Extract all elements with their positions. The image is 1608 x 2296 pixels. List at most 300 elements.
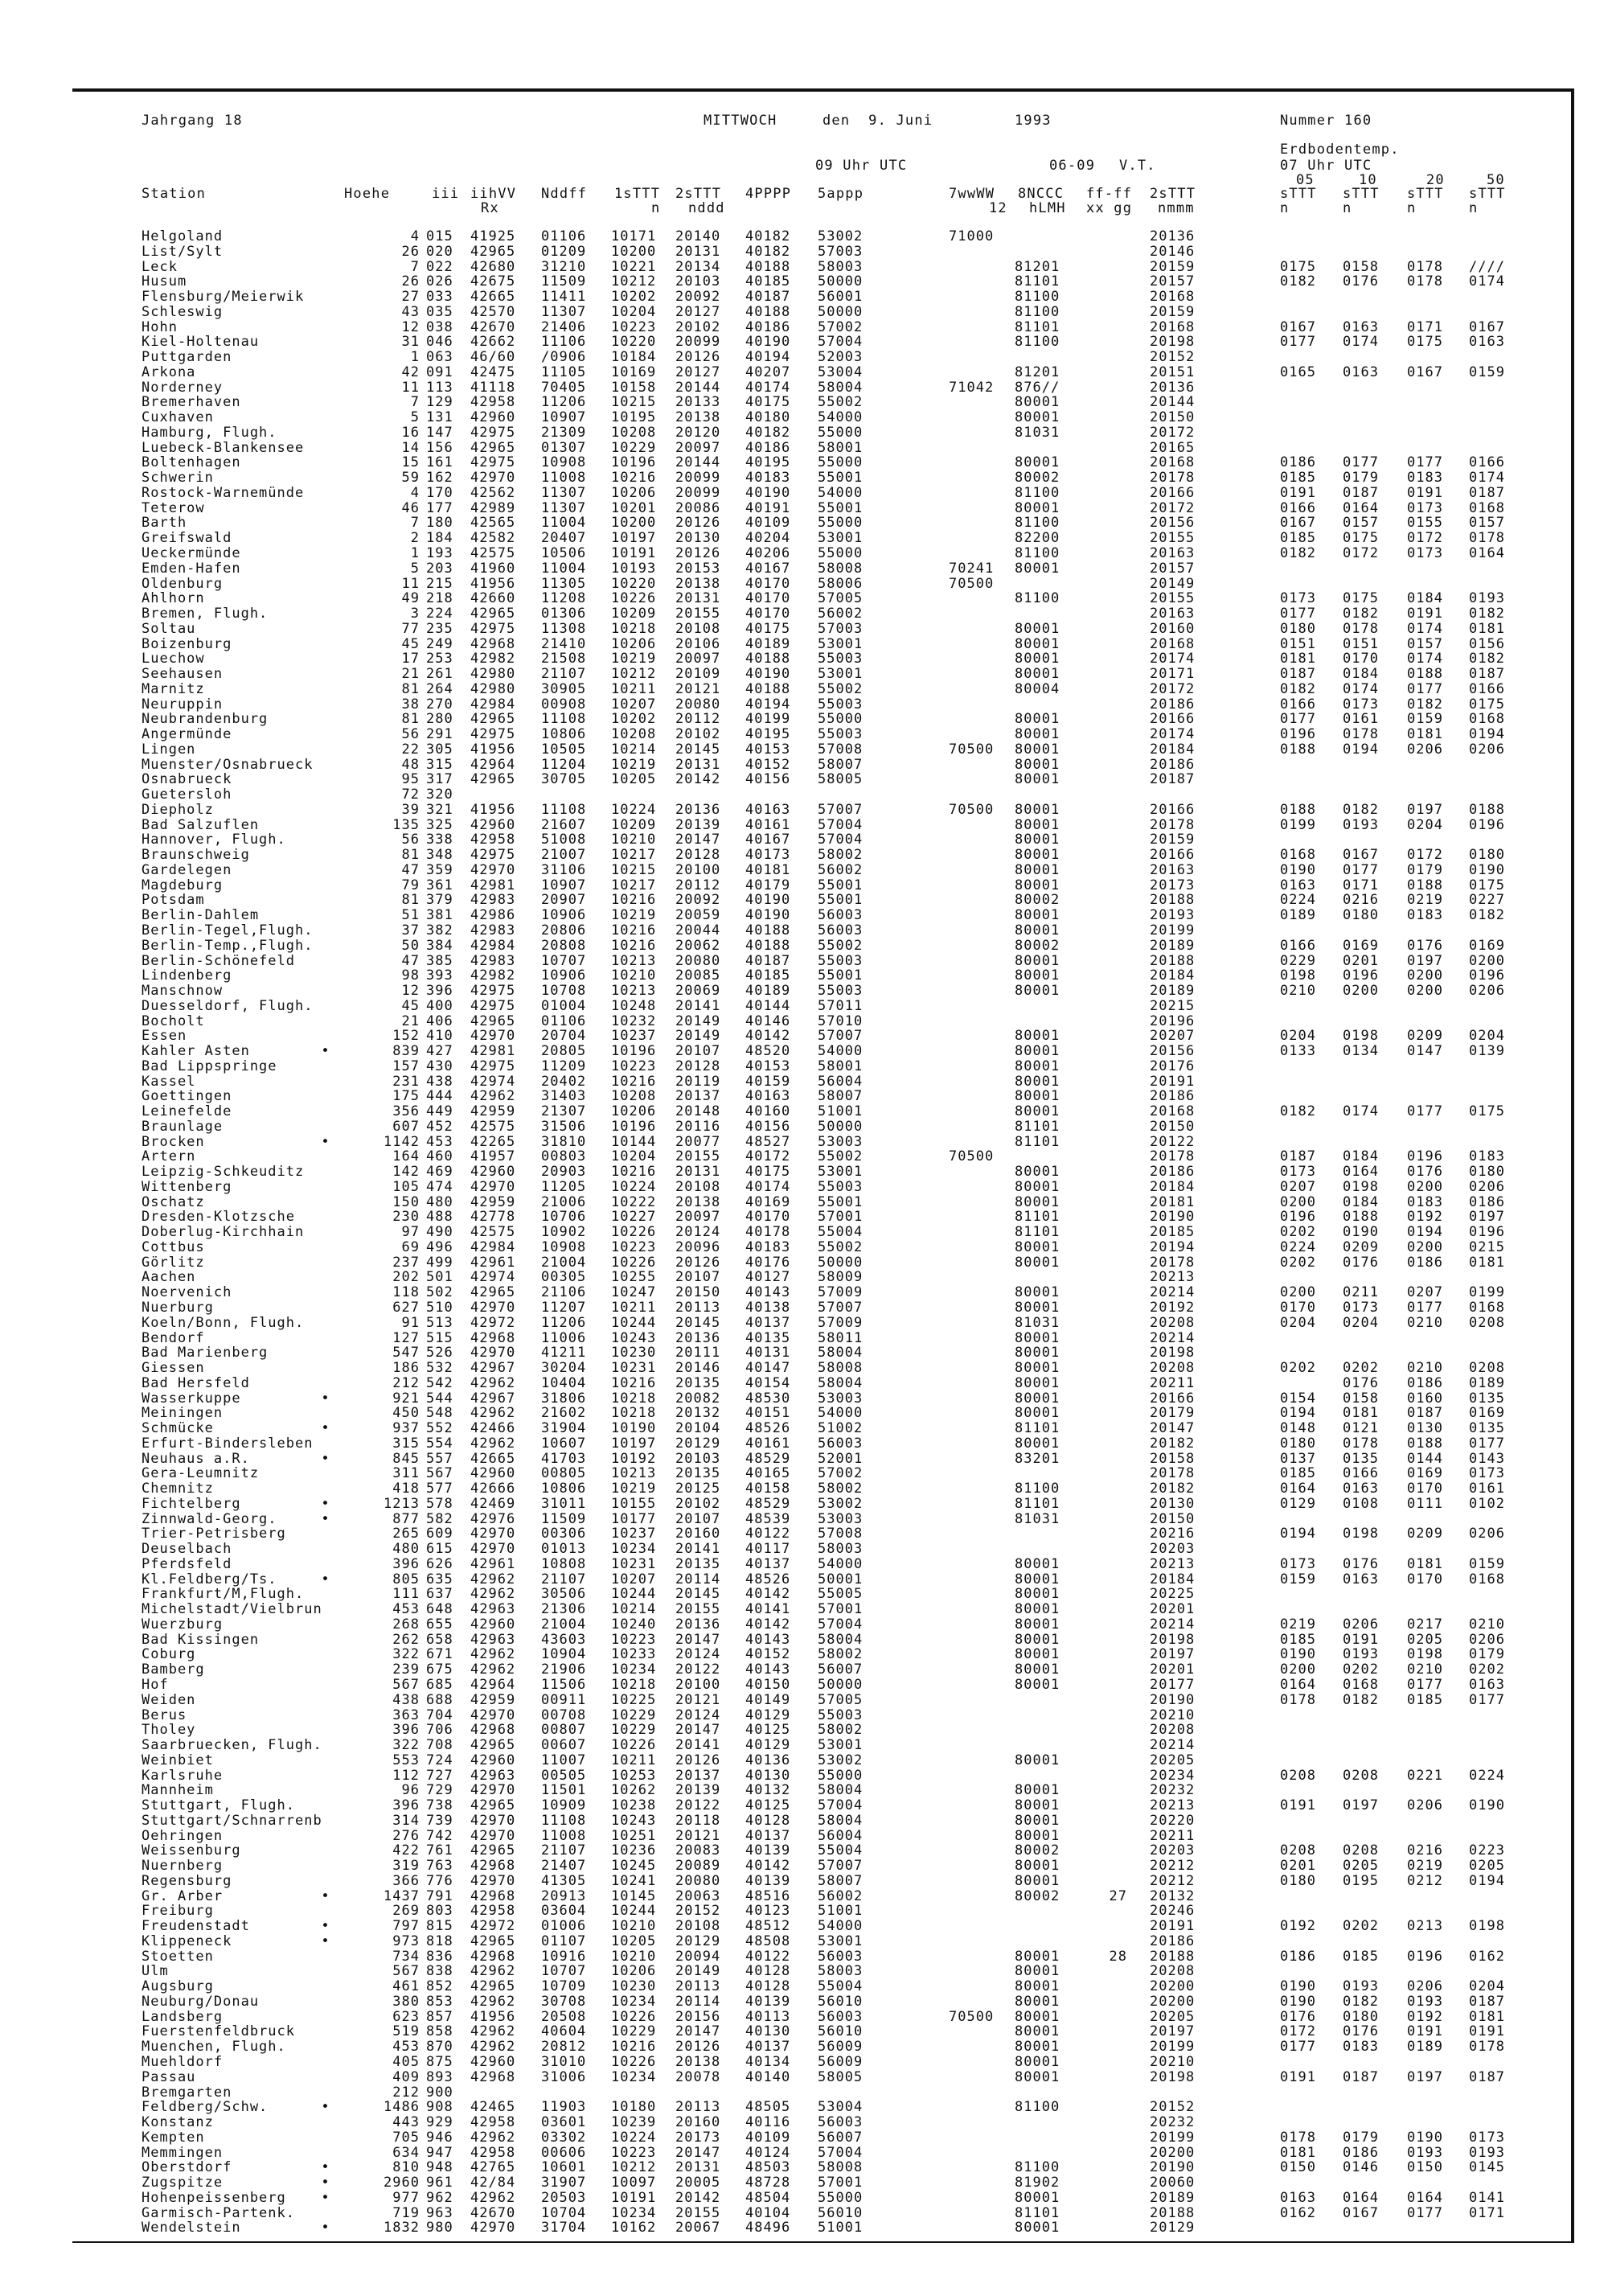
table-row	[0, 2086, 1608, 2100]
group-iihvv: 41957	[470, 1148, 516, 1165]
station-index: 113	[426, 379, 453, 396]
group-8nccc: 81100	[1015, 303, 1060, 320]
soil-temp-05: 0164	[1280, 1677, 1316, 1693]
group-4pppp: 40122	[745, 1526, 791, 1542]
group-2sttt-vt: 20155	[1150, 590, 1196, 607]
group-4pppp: 40176	[745, 1254, 791, 1271]
group-iihvv: 42963	[470, 1767, 516, 1784]
station-index: 177	[426, 499, 453, 516]
group-iihvv: 42965	[470, 771, 516, 788]
table-row	[0, 335, 1608, 349]
group-8nccc: 80001	[1015, 2054, 1060, 2070]
station-index: 675	[426, 1661, 453, 1678]
table-row	[0, 351, 1608, 364]
group-4pppp: 48503	[745, 2159, 791, 2176]
group-2sttt-vt: 20168	[1150, 1103, 1196, 1120]
station-index: 488	[426, 1209, 453, 1226]
group-1sttt: 10244	[611, 1314, 657, 1331]
group-1sttt: 10237	[611, 1526, 657, 1542]
station-name: Dresden-Klotzsche	[142, 1209, 295, 1226]
group-nddff: 21607	[541, 816, 587, 833]
header-iihvv: iihVV	[470, 186, 517, 202]
group-2sttt: 20153	[675, 560, 721, 577]
group-5appp: 57002	[818, 1465, 863, 1482]
table-row	[0, 2025, 1608, 2039]
station-height: 16	[401, 424, 420, 441]
group-nddff: 10707	[541, 952, 587, 969]
station-name: Schmücke	[142, 1420, 214, 1436]
group-2sttt: 20096	[675, 1238, 721, 1255]
soil-temp-05: 0166	[1280, 499, 1316, 516]
table-row	[0, 1392, 1608, 1406]
group-1sttt: 10218	[611, 1405, 657, 1422]
table-row	[0, 1238, 1608, 1255]
station-name: Brocken	[142, 1133, 205, 1150]
station-height: 230	[392, 1209, 420, 1226]
group-8nccc: 80001	[1015, 409, 1060, 426]
station-name: Gr. Arber	[142, 1887, 224, 1904]
station-height: 363	[392, 1707, 420, 1723]
station-index: 427	[426, 1043, 453, 1059]
group-5appp: 51002	[818, 1420, 863, 1436]
group-1sttt: 10208	[611, 424, 657, 441]
group-5appp: 57001	[818, 2175, 863, 2191]
group-2sttt-vt: 20172	[1150, 680, 1196, 697]
group-8nccc: 80001	[1015, 1827, 1060, 1844]
header-2sttt-vt: 2sTTT	[1150, 186, 1196, 202]
group-8nccc: 81100	[1015, 2099, 1060, 2116]
soil-temp-50: 0199	[1469, 1284, 1505, 1301]
station-index: 305	[426, 741, 453, 758]
group-2sttt: 20099	[675, 470, 721, 487]
group-iihvv: 42962	[470, 2129, 516, 2146]
table-row	[0, 1995, 1608, 2009]
group-iihvv: 42475	[470, 363, 516, 380]
table-row	[0, 1965, 1608, 1978]
station-height: 21	[401, 666, 420, 682]
station-index: 815	[426, 1918, 453, 1935]
group-4pppp: 40130	[745, 1767, 791, 1784]
soil-temp-20: 0200	[1407, 983, 1443, 999]
group-iihvv: 42974	[470, 1073, 516, 1090]
group-nddff: 10909	[541, 1797, 587, 1813]
table-row	[0, 396, 1608, 409]
soil-temp-50: 0223	[1469, 1842, 1505, 1859]
station-height: 450	[392, 1405, 420, 1422]
station-height: 81	[401, 680, 420, 697]
group-1sttt: 10169	[611, 363, 657, 380]
soil-temp-50: 0163	[1469, 1677, 1505, 1693]
group-2sttt: 20080	[675, 696, 721, 713]
station-name: Luechow	[142, 651, 205, 667]
group-8nccc: 81101	[1015, 1133, 1060, 1150]
table-row	[0, 1663, 1608, 1677]
soil-temp-10: 0198	[1343, 1028, 1379, 1045]
table-row	[0, 484, 1608, 501]
group-4pppp: 40169	[745, 1193, 791, 1210]
group-5appp: 57003	[818, 243, 863, 260]
group-2sttt-vt: 20168	[1150, 454, 1196, 471]
station-index: 948	[426, 2159, 453, 2176]
group-4pppp: 40143	[745, 1631, 791, 1648]
group-nddff: 21906	[541, 1661, 587, 1678]
soil-temp-10: 0193	[1343, 1978, 1379, 1995]
soil-temp-20: 0189	[1407, 2039, 1443, 2056]
soil-temp-05: 0173	[1280, 1555, 1316, 1572]
soil-temp-20: 0159	[1407, 711, 1443, 728]
group-4pppp: 40130	[745, 2023, 791, 2040]
group-iihvv: 42960	[470, 1465, 516, 1482]
station-name: Wuerzburg	[142, 1616, 224, 1633]
group-5appp: 58008	[818, 560, 863, 577]
group-1sttt: 10241	[611, 1872, 657, 1889]
group-nddff: 21406	[541, 318, 587, 335]
group-8nccc: 80001	[1015, 1646, 1060, 1663]
group-5appp: 55004	[818, 1842, 863, 1859]
station-index: 552	[426, 1420, 453, 1436]
group-4pppp: 40137	[745, 1827, 791, 1844]
group-8nccc: 81031	[1015, 1314, 1060, 1331]
station-name: Braunlage	[142, 1118, 224, 1135]
soil-temp-50: 0164	[1469, 545, 1505, 561]
group-4pppp: 48530	[745, 1390, 791, 1407]
station-height: 50	[401, 937, 420, 954]
group-2sttt: 20129	[675, 1435, 721, 1452]
soil-temp-10: 0164	[1343, 1164, 1379, 1181]
group-nddff: 10907	[541, 877, 587, 893]
group-4pppp: 40128	[745, 1978, 791, 1995]
table-row	[0, 2146, 1608, 2160]
table-row	[0, 456, 1608, 470]
station-height: 262	[392, 1631, 420, 1648]
group-2sttt: 20122	[675, 1661, 721, 1678]
group-nddff: 10808	[541, 1555, 587, 1572]
station-name: Feldberg/Schw.	[142, 2099, 269, 2116]
soil-temp-05: 0224	[1280, 1238, 1316, 1255]
soil-temp-05: 0190	[1280, 1978, 1316, 1995]
group-iihvv: 42970	[470, 1028, 516, 1045]
soil-temp-05: 0188	[1280, 741, 1316, 758]
station-name: Leinefelde	[142, 1103, 232, 1120]
station-index: 215	[426, 575, 453, 592]
table-row	[0, 635, 1608, 652]
station-index: 946	[426, 2129, 453, 2146]
soil-temp-10: 0163	[1343, 1571, 1379, 1587]
group-7wwww: 70500	[949, 801, 995, 818]
soil-temp-50: 0143	[1469, 1450, 1505, 1467]
group-1sttt: 10212	[611, 666, 657, 682]
station-index: 567	[426, 1465, 453, 1482]
soil-temp-10: 0193	[1343, 816, 1379, 833]
group-iihvv: 41956	[470, 801, 516, 818]
soil-temp-10: 0167	[1343, 847, 1379, 864]
group-iihvv: 42960	[470, 409, 516, 426]
group-iihvv: 42965	[470, 711, 516, 728]
station-index: 359	[426, 861, 453, 878]
soil-temp-20: 0184	[1407, 590, 1443, 607]
station-index: 557	[426, 1450, 453, 1467]
group-nddff: 10506	[541, 545, 587, 561]
group-8nccc: 80001	[1015, 1812, 1060, 1829]
soil-temp-05: 0199	[1280, 816, 1316, 833]
group-2sttt: 20145	[675, 1586, 721, 1603]
group-1sttt: 10177	[611, 1510, 657, 1527]
soil-temp-05: 0202	[1280, 1360, 1316, 1376]
soil-temp-50: 0159	[1469, 363, 1505, 380]
group-nddff: 00803	[541, 1148, 587, 1165]
station-height: 11	[401, 379, 420, 396]
group-4pppp: 40122	[745, 1948, 791, 1965]
soil-temp-20: 0186	[1407, 1254, 1443, 1271]
soil-temp-05: 0177	[1280, 2039, 1316, 2056]
station-name: Oldenburg	[142, 575, 224, 592]
group-nddff: 10908	[541, 1238, 587, 1255]
table-row	[0, 833, 1608, 847]
group-iihvv: 42984	[470, 1238, 516, 1255]
group-1sttt: 10223	[611, 318, 657, 335]
station-name: Luebeck-Blankensee	[142, 439, 305, 456]
table-row	[0, 411, 1608, 425]
group-1sttt: 10212	[611, 273, 657, 290]
soil-temp-50: 0206	[1469, 741, 1505, 758]
group-4pppp: 48508	[745, 1933, 791, 1949]
group-2sttt-vt: 20232	[1150, 1782, 1196, 1799]
station-name: Marnitz	[142, 680, 205, 697]
group-iihvv: 42/84	[470, 2175, 516, 2191]
group-4pppp: 40204	[745, 530, 791, 547]
group-2sttt: 20094	[675, 1948, 721, 1965]
group-5appp: 55000	[818, 454, 863, 471]
station-height: 380	[392, 1993, 420, 2010]
station-index: 184	[426, 530, 453, 547]
station-height: 4	[410, 484, 420, 501]
group-1sttt: 10244	[611, 1586, 657, 1603]
soil-temp-05: 0204	[1280, 1314, 1316, 1331]
soil-temp-50: 0180	[1469, 1164, 1505, 1181]
mountain-marker: •	[321, 2220, 330, 2236]
station-name: Essen	[142, 1028, 187, 1045]
soil-temp-20: 0173	[1407, 545, 1443, 561]
group-8nccc: 81101	[1015, 318, 1060, 335]
station-index: 170	[426, 484, 453, 501]
station-height: 1832	[384, 2220, 420, 2236]
soil-temp-10: 0216	[1343, 892, 1379, 909]
soil-temp-05: 0150	[1280, 2159, 1316, 2176]
group-nddff: 21006	[541, 1193, 587, 1210]
group-4pppp: 40151	[745, 1405, 791, 1422]
group-nddff: 11207	[541, 1300, 587, 1316]
group-4pppp: 40139	[745, 1842, 791, 1859]
group-4pppp: 40199	[745, 711, 791, 728]
group-4pppp: 40206	[745, 545, 791, 561]
soil-temp-50: 0174	[1469, 273, 1505, 290]
group-1sttt: 10216	[611, 1374, 657, 1391]
group-2sttt-vt: 20214	[1150, 1329, 1196, 1346]
station-index: 038	[426, 318, 453, 335]
group-nddff: 11008	[541, 1827, 587, 1844]
soil-temp-05: 0190	[1280, 861, 1316, 878]
group-iihvv: 42965	[470, 1797, 516, 1813]
group-2sttt: 20080	[675, 952, 721, 969]
soil-temp-05: 0148	[1280, 1420, 1316, 1436]
station-name: Hannover, Flugh.	[142, 832, 286, 848]
station-height: 265	[392, 1526, 420, 1542]
group-8nccc: 80001	[1015, 1435, 1060, 1452]
group-5appp: 57004	[818, 1616, 863, 1633]
group-8nccc: 81100	[1015, 2159, 1060, 2176]
group-5appp: 55003	[818, 1178, 863, 1195]
station-height: 405	[392, 2054, 420, 2070]
soil-temp-50: 0175	[1469, 877, 1505, 893]
header-sttt-50-sub: n	[1469, 200, 1479, 216]
group-2sttt: 20078	[675, 2068, 721, 2085]
group-5appp: 53002	[818, 228, 863, 244]
station-index: 449	[426, 1103, 453, 1120]
group-2sttt-vt: 20150	[1150, 409, 1196, 426]
soil-temp-05: 0201	[1280, 1858, 1316, 1875]
table-row	[0, 1691, 1608, 1708]
soil-temp-10: 0183	[1343, 2039, 1379, 2056]
soil-temp-50: 0181	[1469, 1254, 1505, 1271]
group-iihvv: 42961	[470, 1254, 516, 1271]
group-4pppp: 40137	[745, 1314, 791, 1331]
group-2sttt: 20144	[675, 379, 721, 396]
group-nddff: 31704	[541, 2220, 587, 2236]
group-nddff: 20907	[541, 892, 587, 909]
group-8nccc: 80002	[1015, 470, 1060, 487]
group-iihvv: 42962	[470, 2189, 516, 2206]
soil-temp-20: 0177	[1407, 1103, 1443, 1120]
group-5appp: 55000	[818, 545, 863, 561]
soil-temp-05: 0176	[1280, 2008, 1316, 2025]
group-1sttt: 10206	[611, 1103, 657, 1120]
station-name: Ueckermünde	[142, 545, 241, 561]
station-height: 27	[401, 289, 420, 305]
group-4pppp: 40144	[745, 997, 791, 1014]
group-2sttt-vt: 20208	[1150, 1722, 1196, 1739]
station-index: 046	[426, 334, 453, 351]
station-name: Seehausen	[142, 666, 224, 682]
soil-temp-20: 0219	[1407, 1858, 1443, 1875]
group-2sttt-vt: 20182	[1150, 1435, 1196, 1452]
group-1sttt: 10195	[611, 409, 657, 426]
station-name: Saarbruecken, Flugh.	[142, 1737, 322, 1753]
group-nddff: 10806	[541, 726, 587, 743]
group-iihvv: 42962	[470, 1993, 516, 2010]
station-name: Oberstdorf	[142, 2159, 232, 2176]
group-8nccc: 80001	[1015, 1390, 1060, 1407]
station-index: 532	[426, 1360, 453, 1376]
group-1sttt: 10245	[611, 1858, 657, 1875]
header-sttt-20: sTTT	[1407, 186, 1444, 202]
station-height: 553	[392, 1752, 420, 1768]
group-5appp: 55000	[818, 1767, 863, 1784]
group-5appp: 56004	[818, 1827, 863, 1844]
group-nddff: 20704	[541, 1028, 587, 1045]
group-2sttt: 20148	[675, 1103, 721, 1120]
station-name: Berus	[142, 1707, 187, 1723]
group-iihvv: 42963	[470, 1601, 516, 1618]
group-8nccc: 80001	[1015, 1164, 1060, 1181]
station-name: Landsberg	[142, 2008, 224, 2025]
station-height: 77	[401, 620, 420, 637]
table-row	[0, 1346, 1608, 1360]
station-name: Memmingen	[142, 2144, 224, 2161]
soil-temp-10: 0195	[1343, 1872, 1379, 1889]
group-5appp: 58008	[818, 1360, 863, 1376]
group-2sttt: 20099	[675, 484, 721, 501]
group-8nccc: 80001	[1015, 1978, 1060, 1995]
soil-temp-05: 0224	[1280, 892, 1316, 909]
group-5appp: 58004	[818, 1631, 863, 1648]
group-4pppp: 40142	[745, 1858, 791, 1875]
station-name: Passau	[142, 2068, 196, 2085]
group-1sttt: 10207	[611, 1571, 657, 1587]
group-nddff: 00606	[541, 2144, 587, 2161]
group-4pppp: 40159	[745, 1073, 791, 1090]
group-4pppp: 40147	[745, 1360, 791, 1376]
soil-temp-05: 0181	[1280, 651, 1316, 667]
group-iihvv: 42665	[470, 1450, 516, 1467]
soil-temp-20: 0206	[1407, 1797, 1443, 1813]
station-name: Aachen	[142, 1269, 196, 1286]
soil-temp-05: 0187	[1280, 1148, 1316, 1165]
station-name: Bad Lippspringe	[142, 1058, 277, 1074]
group-5appp: 53003	[818, 1510, 863, 1527]
group-2sttt: 20126	[675, 1254, 721, 1271]
group-2sttt-vt: 20163	[1150, 606, 1196, 622]
station-index: 501	[426, 1269, 453, 1286]
table-row	[0, 2056, 1608, 2069]
station-index: 280	[426, 711, 453, 728]
group-4pppp: 40128	[745, 1963, 791, 1980]
group-4pppp: 40139	[745, 1872, 791, 1889]
soil-temp-10: 0146	[1343, 2159, 1379, 2176]
soil-temp-50: 0178	[1469, 530, 1505, 547]
group-4pppp: 40160	[745, 1103, 791, 1120]
station-name: Greifswald	[142, 530, 232, 547]
group-8nccc: 80001	[1015, 967, 1060, 984]
group-8nccc: 80001	[1015, 394, 1060, 411]
soil-temp-10: 0163	[1343, 318, 1379, 335]
group-nddff: 00807	[541, 1722, 587, 1739]
group-5appp: 57011	[818, 997, 863, 1014]
soil-temp-10: 0198	[1343, 1526, 1379, 1542]
group-nddff: 11108	[541, 711, 587, 728]
group-1sttt: 10216	[611, 892, 657, 909]
group-2sttt: 20103	[675, 273, 721, 290]
group-5appp: 54000	[818, 484, 863, 501]
group-2sttt-vt: 20163	[1150, 545, 1196, 561]
group-2sttt: 20131	[675, 756, 721, 773]
soil-temp-10: 0176	[1343, 1254, 1379, 1271]
group-nddff: 11004	[541, 515, 587, 532]
table-row	[0, 1316, 1608, 1330]
station-height: 519	[392, 2023, 420, 2040]
group-nddff: 21107	[541, 1842, 587, 1859]
station-name: Rostock-Warnemünde	[142, 484, 305, 501]
group-2sttt: 20099	[675, 334, 721, 351]
soil-temp-05: 0196	[1280, 1209, 1316, 1226]
group-5appp: 53004	[818, 2099, 863, 2116]
group-2sttt: 20103	[675, 1450, 721, 1467]
group-nddff: 10904	[541, 1646, 587, 1663]
soil-temp-20: 0177	[1407, 2204, 1443, 2221]
group-8nccc: 80001	[1015, 2008, 1060, 2025]
group-nddff: 00708	[541, 1707, 587, 1723]
issue-number: Nummer 160	[1280, 113, 1372, 129]
group-8nccc: 80001	[1015, 1555, 1060, 1572]
